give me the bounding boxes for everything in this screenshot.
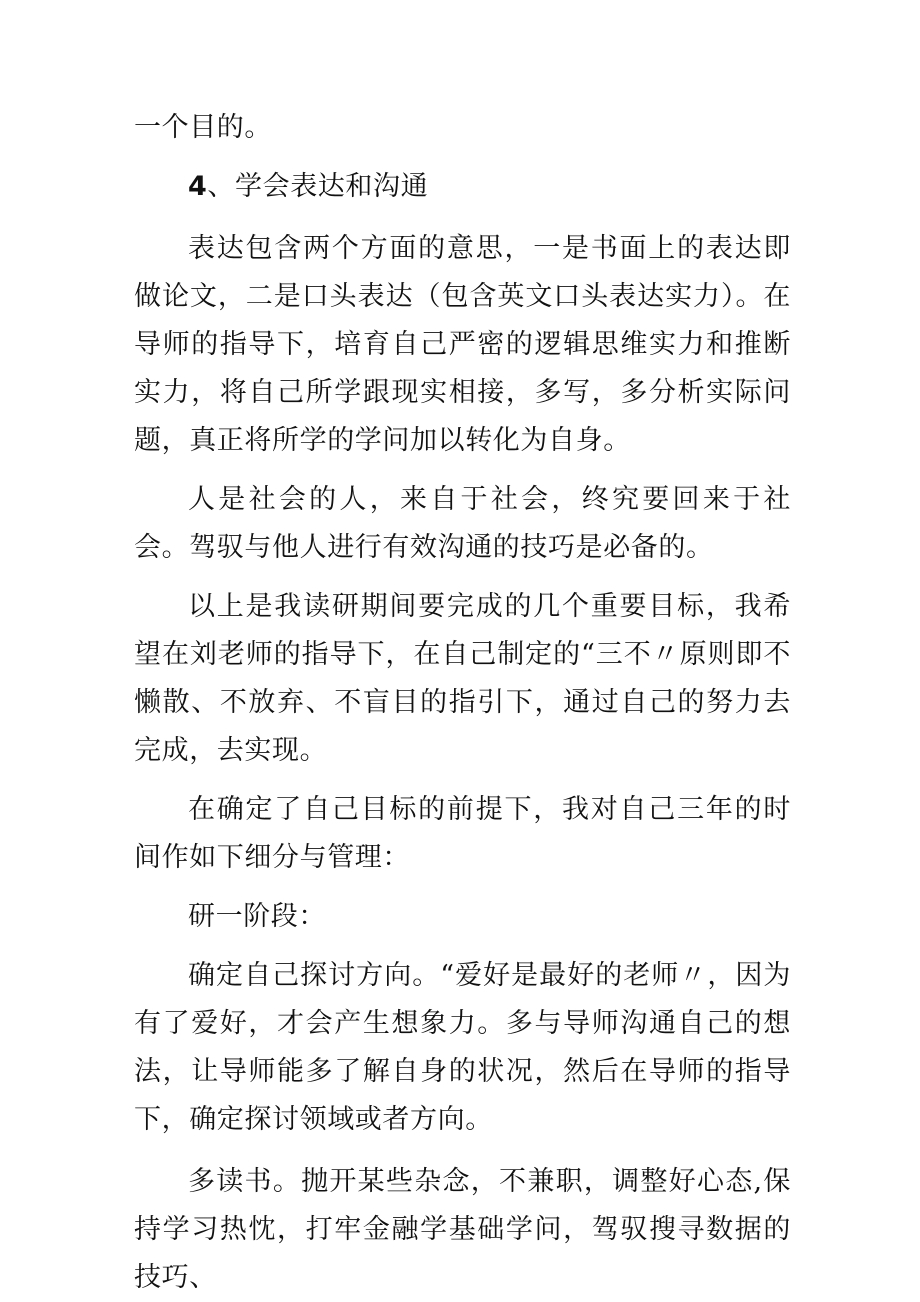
paragraph-communication: 人是社会的人，来自于社会，终究要回来于社会。驾驭与他人进行有效沟通的技巧是必备的。 [134,484,791,563]
paragraph-expression: 表达包含两个方面的意思，一是书面上的表达即做论文，二是口头表达（包含英文口头表达实力）。在导师的指导下，培育自己严密的逻辑思维实力和推断实力，将自己所学跟现实相接，多写，多分析实际问题，真正将所学的学问加以转化为自身。 [134,233,791,456]
paragraph-reading: 多读书。抛开某些杂念，不兼职，调整好心态,保持学习热忱，打牢金融学基础学问，驾驭搜寻数据的技巧、 [134,1166,791,1293]
section-heading-number: 4 [188,171,208,202]
paragraph-stage-one-label: 研一阶段： [188,901,326,932]
paragraph-time-plan: 在确定了自己目标的前提下，我对自己三年的时间作如下细分与管理： [134,794,791,873]
document-body [134,104,791,1302]
section-heading-text: 、学会表达和沟通 [207,171,429,202]
paragraph-continuation: 一个目的。 [134,112,272,143]
paragraph-goals-summary: 以上是我读研期间要完成的几个重要目标，我希望在刘老师的指导下，在自己制定的“三不〃原则即不懒散、不放弃、不盲目的指引下，通过自己的努力去完成，去实现。 [134,591,791,766]
paragraph-research-direction: 确定自己探讨方向。“爱好是最好的老师〃，因为有了爱好，才会产生想象力。多与导师沟通自己的想法，让导师能多了解自身的状况，然后在导师的指导下，确定探讨领域或者方向。 [134,960,791,1135]
section-heading [134,163,791,211]
